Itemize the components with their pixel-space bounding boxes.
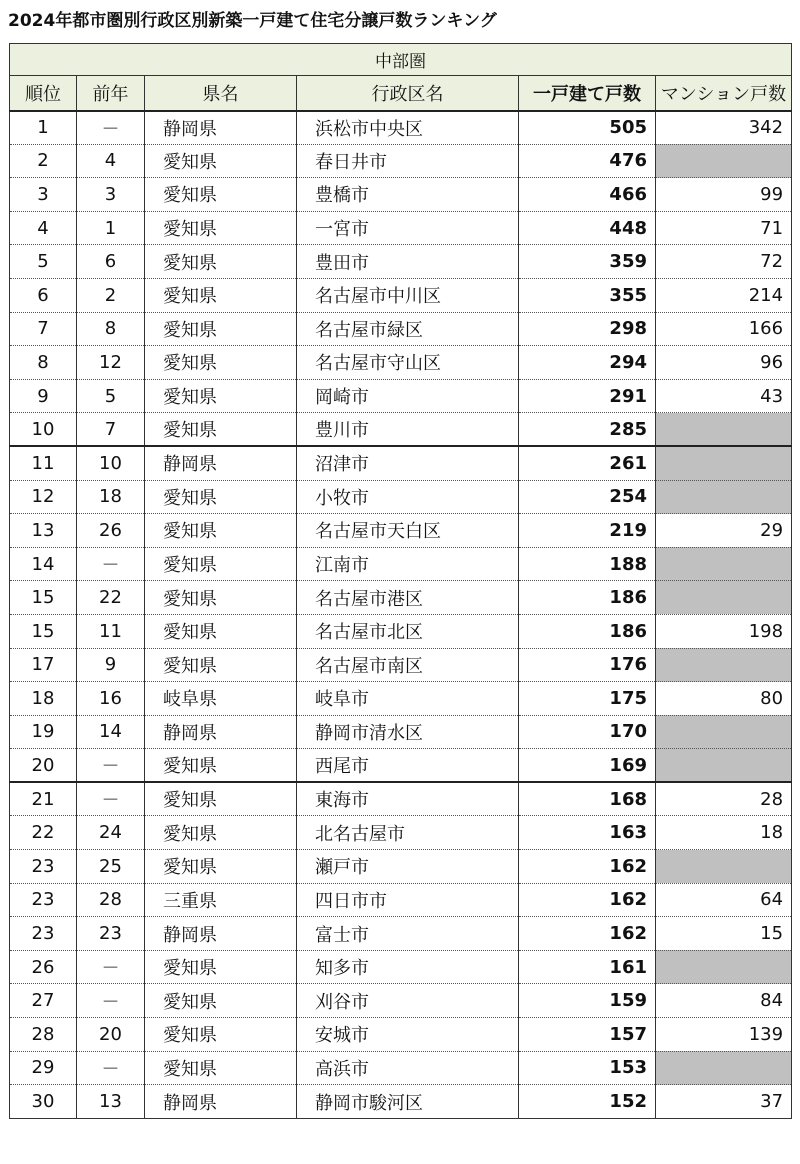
mansion-count-cell: 64 <box>656 883 792 917</box>
rank-cell: 7 <box>10 312 77 346</box>
table-row <box>10 1085 792 1119</box>
district-cell: 小牧市 <box>297 480 519 514</box>
table-row <box>10 950 792 984</box>
district-cell: 春日井市 <box>297 144 519 178</box>
house-count-cell: 186 <box>519 581 656 615</box>
prev-year-cell: 28 <box>77 883 145 917</box>
district-cell: 知多市 <box>297 950 519 984</box>
table-row <box>10 278 792 312</box>
header-prev-year: 前年 <box>77 76 145 111</box>
rank-cell: 17 <box>10 648 77 682</box>
rank-cell: 23 <box>10 883 77 917</box>
prev-year-cell: 4 <box>77 144 145 178</box>
house-count-cell: 169 <box>519 749 656 783</box>
district-cell: 名古屋市南区 <box>297 648 519 682</box>
house-count-cell: 162 <box>519 917 656 951</box>
district-cell: 静岡市清水区 <box>297 715 519 749</box>
mansion-count-cell: 342 <box>656 111 792 145</box>
rank-cell: 13 <box>10 514 77 548</box>
prefecture-cell: 愛知県 <box>145 413 297 447</box>
prev-year-cell: 14 <box>77 715 145 749</box>
prev-year-cell: 9 <box>77 648 145 682</box>
table-row <box>10 749 792 783</box>
table-row <box>10 178 792 212</box>
prev-year-cell: － <box>77 111 145 145</box>
table-row <box>10 245 792 279</box>
mansion-count-cell <box>656 1051 792 1085</box>
prefecture-cell: 愛知県 <box>145 346 297 380</box>
rank-cell: 1 <box>10 111 77 145</box>
rank-cell: 19 <box>10 715 77 749</box>
region-header: 中部圏 <box>10 44 792 76</box>
mansion-count-cell: 139 <box>656 1018 792 1052</box>
mansion-count-cell: 15 <box>656 917 792 951</box>
house-count-cell: 359 <box>519 245 656 279</box>
mansion-count-cell: 71 <box>656 211 792 245</box>
table-row <box>10 413 792 447</box>
district-cell: 名古屋市港区 <box>297 581 519 615</box>
district-cell: 岡崎市 <box>297 379 519 413</box>
table-row <box>10 883 792 917</box>
prev-year-cell: 20 <box>77 1018 145 1052</box>
rank-cell: 29 <box>10 1051 77 1085</box>
prev-year-cell: － <box>77 547 145 581</box>
prev-year-cell: － <box>77 950 145 984</box>
table-body <box>10 111 792 1119</box>
house-count-cell: 476 <box>519 144 656 178</box>
house-count-cell: 162 <box>519 850 656 884</box>
rank-cell: 4 <box>10 211 77 245</box>
mansion-count-cell <box>656 446 792 480</box>
mansion-count-cell: 72 <box>656 245 792 279</box>
rank-cell: 21 <box>10 782 77 816</box>
table-row <box>10 648 792 682</box>
table-row <box>10 682 792 716</box>
house-count-cell: 298 <box>519 312 656 346</box>
rank-cell: 26 <box>10 950 77 984</box>
table-row <box>10 480 792 514</box>
mansion-count-cell: 84 <box>656 984 792 1018</box>
table-row <box>10 379 792 413</box>
district-cell: 沼津市 <box>297 446 519 480</box>
rank-cell: 23 <box>10 850 77 884</box>
district-cell: 高浜市 <box>297 1051 519 1085</box>
prefecture-cell: 愛知県 <box>145 245 297 279</box>
prev-year-cell: 2 <box>77 278 145 312</box>
district-cell: 名古屋市緑区 <box>297 312 519 346</box>
district-cell: 名古屋市天白区 <box>297 514 519 548</box>
district-cell: 四日市市 <box>297 883 519 917</box>
mansion-count-cell <box>656 547 792 581</box>
house-count-cell: 505 <box>519 111 656 145</box>
house-count-cell: 285 <box>519 413 656 447</box>
prev-year-cell: 5 <box>77 379 145 413</box>
mansion-count-cell: 37 <box>656 1085 792 1119</box>
house-count-cell: 168 <box>519 782 656 816</box>
mansion-count-cell <box>656 749 792 783</box>
header-rank: 順位 <box>10 76 77 111</box>
ranking-table <box>9 43 792 1119</box>
mansion-count-cell <box>656 850 792 884</box>
district-cell: 浜松市中央区 <box>297 111 519 145</box>
district-cell: 岐阜市 <box>297 682 519 716</box>
house-count-cell: 186 <box>519 614 656 648</box>
prefecture-cell: 愛知県 <box>145 782 297 816</box>
prefecture-cell: 静岡県 <box>145 111 297 145</box>
table-row <box>10 782 792 816</box>
table-row <box>10 850 792 884</box>
mansion-count-cell: 198 <box>656 614 792 648</box>
house-count-cell: 175 <box>519 682 656 716</box>
table-row <box>10 1051 792 1085</box>
prev-year-cell: － <box>77 1051 145 1085</box>
prefecture-cell: 愛知県 <box>145 144 297 178</box>
house-count-cell: 466 <box>519 178 656 212</box>
prefecture-cell: 愛知県 <box>145 480 297 514</box>
prefecture-cell: 愛知県 <box>145 1051 297 1085</box>
district-cell: 豊橋市 <box>297 178 519 212</box>
district-cell: 刈谷市 <box>297 984 519 1018</box>
header-district: 行政区名 <box>297 76 519 111</box>
house-count-cell: 355 <box>519 278 656 312</box>
mansion-count-cell: 18 <box>656 816 792 850</box>
prefecture-cell: 愛知県 <box>145 1018 297 1052</box>
prefecture-cell: 静岡県 <box>145 715 297 749</box>
table-row <box>10 144 792 178</box>
prev-year-cell: 18 <box>77 480 145 514</box>
prev-year-cell: 13 <box>77 1085 145 1119</box>
rank-cell: 15 <box>10 581 77 615</box>
rank-cell: 5 <box>10 245 77 279</box>
prev-year-cell: 10 <box>77 446 145 480</box>
prefecture-cell: 愛知県 <box>145 614 297 648</box>
prev-year-cell: － <box>77 749 145 783</box>
house-count-cell: 188 <box>519 547 656 581</box>
house-count-cell: 162 <box>519 883 656 917</box>
prefecture-cell: 愛知県 <box>145 178 297 212</box>
rank-cell: 20 <box>10 749 77 783</box>
prev-year-cell: 1 <box>77 211 145 245</box>
rank-cell: 8 <box>10 346 77 380</box>
mansion-count-cell <box>656 413 792 447</box>
house-count-cell: 291 <box>519 379 656 413</box>
prefecture-cell: 岐阜県 <box>145 682 297 716</box>
prev-year-cell: 26 <box>77 514 145 548</box>
district-cell: 江南市 <box>297 547 519 581</box>
header-prefecture: 県名 <box>145 76 297 111</box>
prefecture-cell: 愛知県 <box>145 278 297 312</box>
table-row <box>10 816 792 850</box>
prev-year-cell: 12 <box>77 346 145 380</box>
house-count-cell: 152 <box>519 1085 656 1119</box>
page-title: 2024年都市圏別行政区別新築一戸建て住宅分譲戸数ランキング <box>8 11 497 31</box>
house-count-cell: 153 <box>519 1051 656 1085</box>
header-house-count: 一戸建て戸数 <box>519 76 656 111</box>
mansion-count-cell: 43 <box>656 379 792 413</box>
mansion-count-cell <box>656 581 792 615</box>
district-cell: 北名古屋市 <box>297 816 519 850</box>
column-header-row <box>10 76 792 111</box>
rank-cell: 18 <box>10 682 77 716</box>
prefecture-cell: 愛知県 <box>145 984 297 1018</box>
rank-cell: 3 <box>10 178 77 212</box>
rank-cell: 23 <box>10 917 77 951</box>
district-cell: 一宮市 <box>297 211 519 245</box>
mansion-count-cell <box>656 715 792 749</box>
table-row <box>10 514 792 548</box>
rank-cell: 30 <box>10 1085 77 1119</box>
prefecture-cell: 愛知県 <box>145 648 297 682</box>
rank-cell: 14 <box>10 547 77 581</box>
prefecture-cell: 三重県 <box>145 883 297 917</box>
district-cell: 名古屋市北区 <box>297 614 519 648</box>
table-row <box>10 111 792 145</box>
prefecture-cell: 愛知県 <box>145 379 297 413</box>
prefecture-cell: 愛知県 <box>145 514 297 548</box>
house-count-cell: 163 <box>519 816 656 850</box>
prefecture-cell: 愛知県 <box>145 547 297 581</box>
house-count-cell: 448 <box>519 211 656 245</box>
prefecture-cell: 静岡県 <box>145 1085 297 1119</box>
district-cell: 名古屋市中川区 <box>297 278 519 312</box>
prefecture-cell: 愛知県 <box>145 749 297 783</box>
rank-cell: 6 <box>10 278 77 312</box>
prev-year-cell: 23 <box>77 917 145 951</box>
table-row <box>10 547 792 581</box>
prev-year-cell: － <box>77 782 145 816</box>
district-cell: 名古屋市守山区 <box>297 346 519 380</box>
prev-year-cell: 3 <box>77 178 145 212</box>
mansion-count-cell: 99 <box>656 178 792 212</box>
prev-year-cell: － <box>77 984 145 1018</box>
house-count-cell: 261 <box>519 446 656 480</box>
house-count-cell: 161 <box>519 950 656 984</box>
prefecture-cell: 愛知県 <box>145 312 297 346</box>
mansion-count-cell: 28 <box>656 782 792 816</box>
district-cell: 豊川市 <box>297 413 519 447</box>
mansion-count-cell <box>656 648 792 682</box>
house-count-cell: 170 <box>519 715 656 749</box>
house-count-cell: 219 <box>519 514 656 548</box>
rank-cell: 22 <box>10 816 77 850</box>
district-cell: 豊田市 <box>297 245 519 279</box>
district-cell: 瀬戸市 <box>297 850 519 884</box>
prefecture-cell: 愛知県 <box>145 850 297 884</box>
district-cell: 富士市 <box>297 917 519 951</box>
house-count-cell: 159 <box>519 984 656 1018</box>
rank-cell: 28 <box>10 1018 77 1052</box>
prev-year-cell: 22 <box>77 581 145 615</box>
table-row <box>10 715 792 749</box>
district-cell: 西尾市 <box>297 749 519 783</box>
prefecture-cell: 静岡県 <box>145 917 297 951</box>
table-row <box>10 984 792 1018</box>
prefecture-cell: 愛知県 <box>145 816 297 850</box>
prefecture-cell: 愛知県 <box>145 950 297 984</box>
mansion-count-cell: 214 <box>656 278 792 312</box>
header-mansion-count: マンション戸数 <box>656 76 792 111</box>
mansion-count-cell <box>656 480 792 514</box>
rank-cell: 15 <box>10 614 77 648</box>
prev-year-cell: 16 <box>77 682 145 716</box>
prefecture-cell: 愛知県 <box>145 581 297 615</box>
prev-year-cell: 8 <box>77 312 145 346</box>
prev-year-cell: 7 <box>77 413 145 447</box>
table-row <box>10 446 792 480</box>
prev-year-cell: 25 <box>77 850 145 884</box>
rank-cell: 12 <box>10 480 77 514</box>
table-row <box>10 211 792 245</box>
table-row <box>10 312 792 346</box>
mansion-count-cell <box>656 144 792 178</box>
rank-cell: 11 <box>10 446 77 480</box>
prev-year-cell: 11 <box>77 614 145 648</box>
prev-year-cell: 24 <box>77 816 145 850</box>
prefecture-cell: 愛知県 <box>145 211 297 245</box>
rank-cell: 27 <box>10 984 77 1018</box>
table-row <box>10 917 792 951</box>
house-count-cell: 176 <box>519 648 656 682</box>
table-row <box>10 581 792 615</box>
house-count-cell: 294 <box>519 346 656 380</box>
mansion-count-cell: 166 <box>656 312 792 346</box>
mansion-count-cell <box>656 950 792 984</box>
house-count-cell: 157 <box>519 1018 656 1052</box>
table-row <box>10 614 792 648</box>
house-count-cell: 254 <box>519 480 656 514</box>
district-cell: 静岡市駿河区 <box>297 1085 519 1119</box>
rank-cell: 9 <box>10 379 77 413</box>
district-cell: 安城市 <box>297 1018 519 1052</box>
rank-cell: 2 <box>10 144 77 178</box>
prefecture-cell: 静岡県 <box>145 446 297 480</box>
table-row <box>10 1018 792 1052</box>
mansion-count-cell: 80 <box>656 682 792 716</box>
rank-cell: 10 <box>10 413 77 447</box>
table-row <box>10 346 792 380</box>
mansion-count-cell: 96 <box>656 346 792 380</box>
prev-year-cell: 6 <box>77 245 145 279</box>
district-cell: 東海市 <box>297 782 519 816</box>
mansion-count-cell: 29 <box>656 514 792 548</box>
